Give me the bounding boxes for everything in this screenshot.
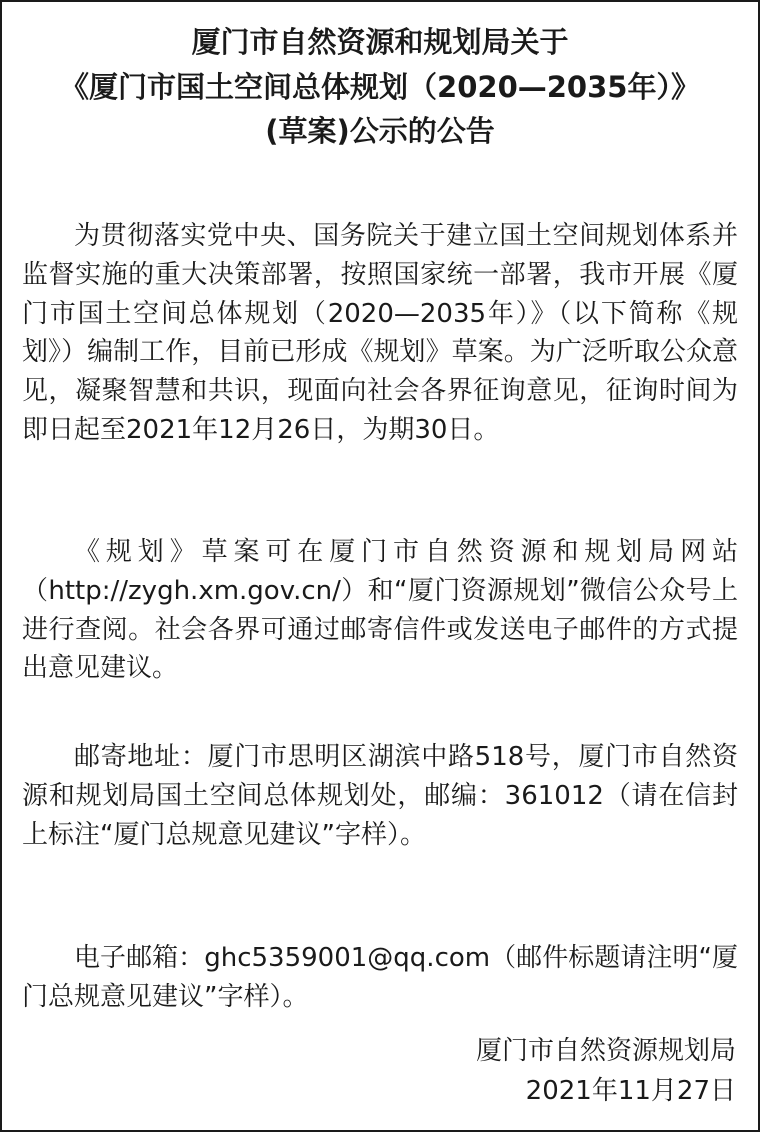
signature-organization: 厦门市自然资源规划局 [475,1036,736,1066]
paragraph-review-channels: 《规划》草案可在厦门市自然资源和规划局网站（http://zygh.xm.gov.cn/）和“厦门资源规划”微信公众号上进行查阅。社会各界可通过邮寄信件或发送电子邮件的方式提出意见建议。 [22,537,738,684]
notice-title-line-3: (草案)公示的公告 [265,114,495,148]
notice-title-line-1: 厦门市自然资源和规划局关于 [191,25,569,59]
paragraph-email: 电子邮箱：ghc5359001@qq.com（邮件标题请注明“厦门总规意见建议”字样）。 [22,943,738,1012]
paragraph-mailing-address: 邮寄地址：厦门市思明区湖滨中路518号，厦门市自然资源和规划局国土空间总体规划处，邮编：361012（请在信封上标注“厦门总规意见建议”字样）。 [22,742,738,850]
paragraph-intro: 为贯彻落实党中央、国务院关于建立国土空间规划体系并监督实施的重大决策部署，按照国家统一部署，我市开展《厦门市国土空间总体规划（2020—2035年）》（以下简称《规划》）编制工作，目前已形成《规划》草案。为广泛听取公众意见，凝聚智慧和共识，现面向社会各界征询意见，征询时间为即日起至2021年12月26日，为期30日。 [22,221,738,445]
notice-title-line-2: 《厦门市国土空间总体规划（2020—2035年）》 [60,70,700,104]
signature-date: 2021年11月27日 [525,1076,736,1106]
